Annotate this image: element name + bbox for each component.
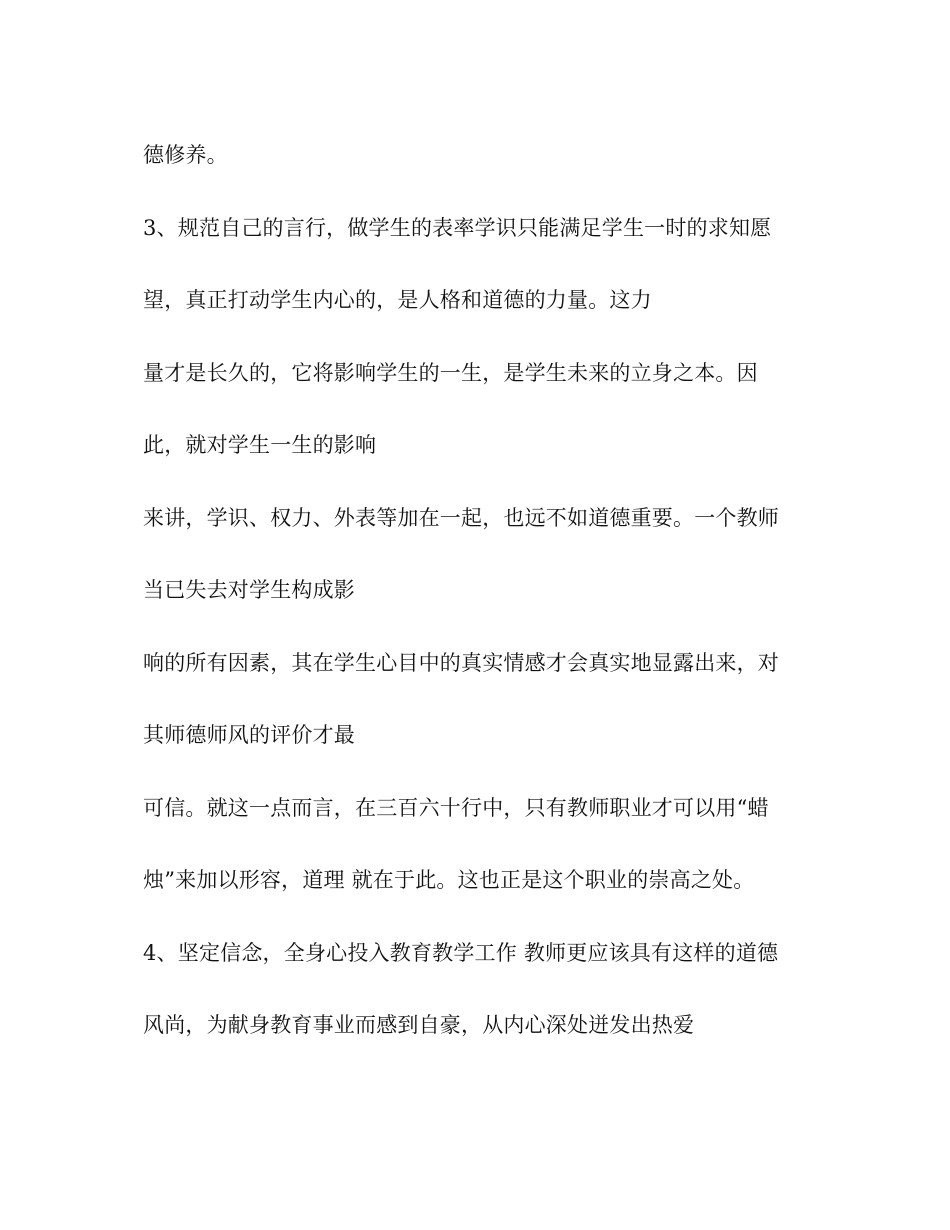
text-line: 量才是长久的，它将影响学生的一生，是学生未来的立身之本。因	[143, 361, 758, 385]
text-line: 3、规范自己的言行，做学生的表率学识只能满足学生一时的求知愿	[143, 216, 772, 240]
text-line: 德修养。	[143, 143, 228, 167]
text-line: 其师德师风的评价才最	[143, 723, 355, 747]
text-line: 望，真正打动学生内心的，是人格和道德的力量。这力	[143, 288, 652, 312]
text-line: 当已失去对学生构成影	[143, 578, 355, 602]
text-line: 烛”来加以形容，道理 就在于此。这也正是这个职业的崇高之处。	[143, 868, 755, 892]
text-line: 此，就对学生一生的影响	[143, 433, 377, 457]
text-line: 来讲，学识、权力、外表等加在一起，也远不如道德重要。一个教师	[143, 506, 779, 530]
text-line: 可信。就这一点而言，在三百六十行中，只有教师职业才可以用“蜡	[143, 796, 769, 820]
text-line: 风尚，为献身教育事业而感到自豪，从内心深处迸发出热爱	[143, 1013, 695, 1037]
text-line: 4、坚定信念，全身心投入教育教学工作 教师更应该具有这样的道德	[143, 941, 779, 965]
text-line: 响的所有因素，其在学生心目中的真实情感才会真实地显露出来，对	[143, 651, 779, 675]
